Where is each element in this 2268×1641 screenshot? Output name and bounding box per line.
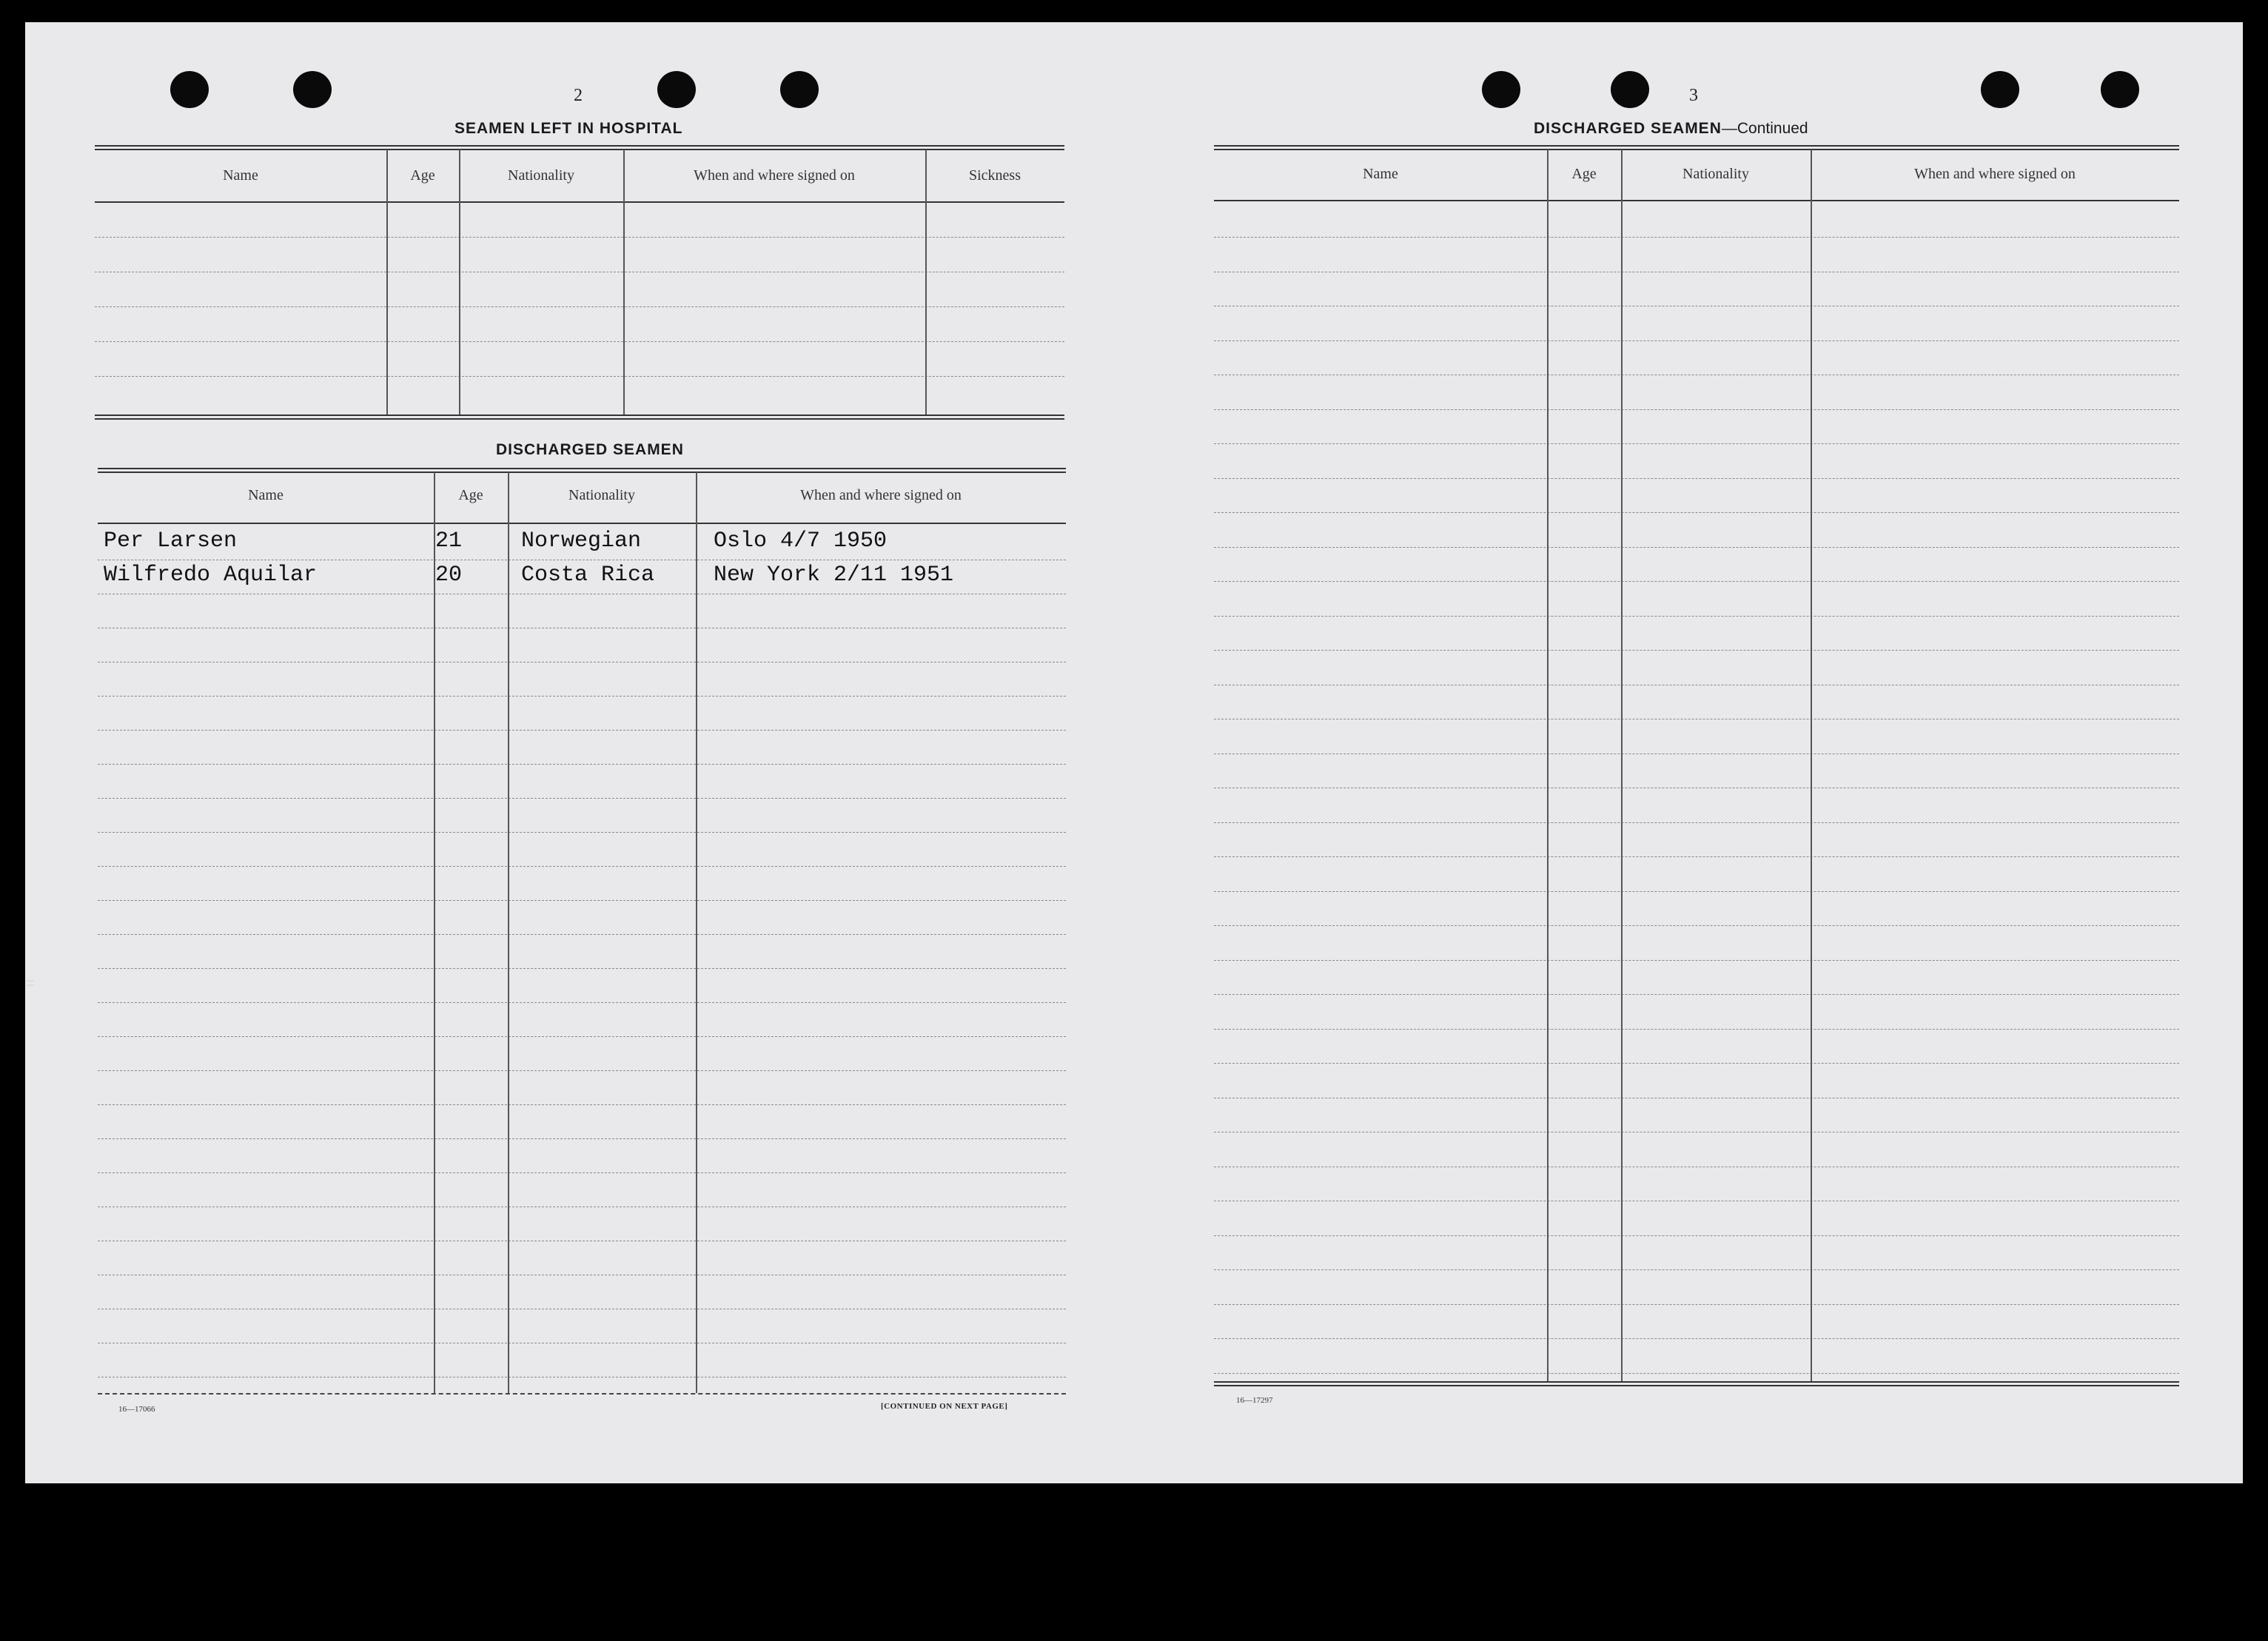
table-bottom-rule — [98, 1393, 1066, 1395]
punch-hole-icon — [2101, 71, 2139, 108]
row-line — [98, 900, 1066, 901]
punch-hole-icon — [170, 71, 209, 108]
punch-hole-icon — [657, 71, 696, 108]
row-line — [1214, 547, 2179, 548]
cell-nationality: Norwegian — [521, 528, 642, 554]
row-line — [98, 1002, 1066, 1003]
row-line — [1214, 616, 2179, 617]
row-line — [1214, 1063, 2179, 1064]
column-divider — [696, 472, 697, 1393]
edge-mark — [27, 980, 34, 981]
cell-age: 20 — [435, 563, 463, 588]
column-header: Sickness — [969, 167, 1021, 184]
row-line — [1214, 512, 2179, 513]
column-header: Name — [1363, 166, 1398, 182]
column-header: Name — [223, 167, 258, 184]
column-divider — [623, 150, 625, 415]
discharged-continued-suffix: —Continued — [1721, 120, 1808, 137]
column-header: When and where signed on — [800, 487, 962, 503]
continued-note: [CONTINUED ON NEXT PAGE] — [881, 1402, 1008, 1411]
punch-hole-icon — [1482, 71, 1520, 108]
column-divider — [459, 150, 460, 415]
row-line — [95, 376, 1064, 377]
row-line — [1214, 994, 2179, 995]
table-top-rule — [1214, 145, 2179, 150]
cell-name: Per Larsen — [104, 528, 238, 554]
cell-signed-on: Oslo 4/7 1950 — [714, 528, 888, 554]
row-line — [98, 1070, 1066, 1071]
column-divider — [1547, 150, 1549, 1381]
page-number-right: 3 — [1689, 86, 1698, 105]
row-line — [98, 968, 1066, 969]
row-line — [1214, 925, 2179, 926]
column-header: Age — [1571, 166, 1597, 182]
row-line — [98, 798, 1066, 799]
row-line — [1214, 1029, 2179, 1030]
form-code-right: 16—17297 — [1236, 1396, 1273, 1405]
table-bottom-rule — [95, 415, 1064, 420]
row-line — [1214, 1269, 2179, 1270]
page-number-left: 2 — [574, 86, 583, 105]
header-bottom-rule — [1214, 200, 2179, 201]
column-divider — [1621, 150, 1623, 1381]
row-line — [98, 1036, 1066, 1037]
row-line — [98, 1172, 1066, 1173]
column-header: Nationality — [1682, 166, 1749, 182]
punch-hole-icon — [780, 71, 819, 108]
cell-nationality: Costa Rica — [521, 563, 655, 588]
column-divider — [1811, 150, 1812, 1381]
row-line — [1214, 1304, 2179, 1305]
column-divider — [434, 472, 435, 1393]
row-line — [98, 1138, 1066, 1139]
header-bottom-rule — [95, 201, 1064, 203]
discharged-continued-title-main: DISCHARGED SEAMEN — [1534, 120, 1722, 137]
row-line — [1214, 960, 2179, 961]
edge-mark — [27, 984, 34, 986]
row-line — [95, 237, 1064, 238]
row-line — [1214, 891, 2179, 892]
row-line — [95, 341, 1064, 342]
row-line — [1214, 1235, 2179, 1236]
row-line — [98, 832, 1066, 833]
row-line — [1214, 856, 2179, 857]
column-divider — [925, 150, 927, 415]
row-line — [95, 306, 1064, 307]
column-divider — [508, 472, 509, 1393]
row-line — [1214, 1338, 2179, 1339]
table-bottom-rule — [1214, 1381, 2179, 1386]
row-line — [1214, 822, 2179, 823]
column-divider — [386, 150, 388, 415]
form-code-left: 16—17066 — [118, 1405, 155, 1414]
row-line — [98, 764, 1066, 765]
cell-signed-on: New York 2/11 1951 — [714, 563, 954, 588]
row-line — [1214, 478, 2179, 479]
column-header: Name — [248, 487, 284, 503]
row-line — [98, 696, 1066, 697]
discharged-continued-title — [1534, 120, 1808, 138]
column-header: Age — [410, 167, 435, 184]
punch-hole-icon — [1611, 71, 1649, 108]
column-header: Nationality — [568, 487, 635, 503]
row-line — [98, 866, 1066, 867]
hospital-section-title: SEAMEN LEFT IN HOSPITAL — [454, 120, 683, 137]
row-line — [1214, 409, 2179, 410]
cell-age: 21 — [435, 528, 463, 554]
row-line — [98, 934, 1066, 935]
row-line — [98, 1104, 1066, 1105]
row-line — [1214, 340, 2179, 341]
cell-name: Wilfredo Aquilar — [104, 563, 318, 588]
row-line — [1214, 650, 2179, 651]
column-header: When and where signed on — [694, 167, 855, 184]
punch-hole-icon — [293, 71, 332, 108]
discharged-section-title: DISCHARGED SEAMEN — [496, 441, 684, 458]
column-header: Age — [458, 487, 483, 503]
punch-hole-icon — [1981, 71, 2019, 108]
header-bottom-rule — [98, 523, 1066, 524]
table-top-rule — [95, 145, 1064, 150]
row-line — [1214, 581, 2179, 582]
table-top-rule — [98, 468, 1066, 473]
column-header: Nationality — [508, 167, 574, 184]
row-line — [98, 730, 1066, 731]
row-line — [1214, 1373, 2179, 1374]
row-line — [1214, 237, 2179, 238]
column-header: When and where signed on — [1914, 166, 2076, 182]
row-line — [1214, 443, 2179, 444]
